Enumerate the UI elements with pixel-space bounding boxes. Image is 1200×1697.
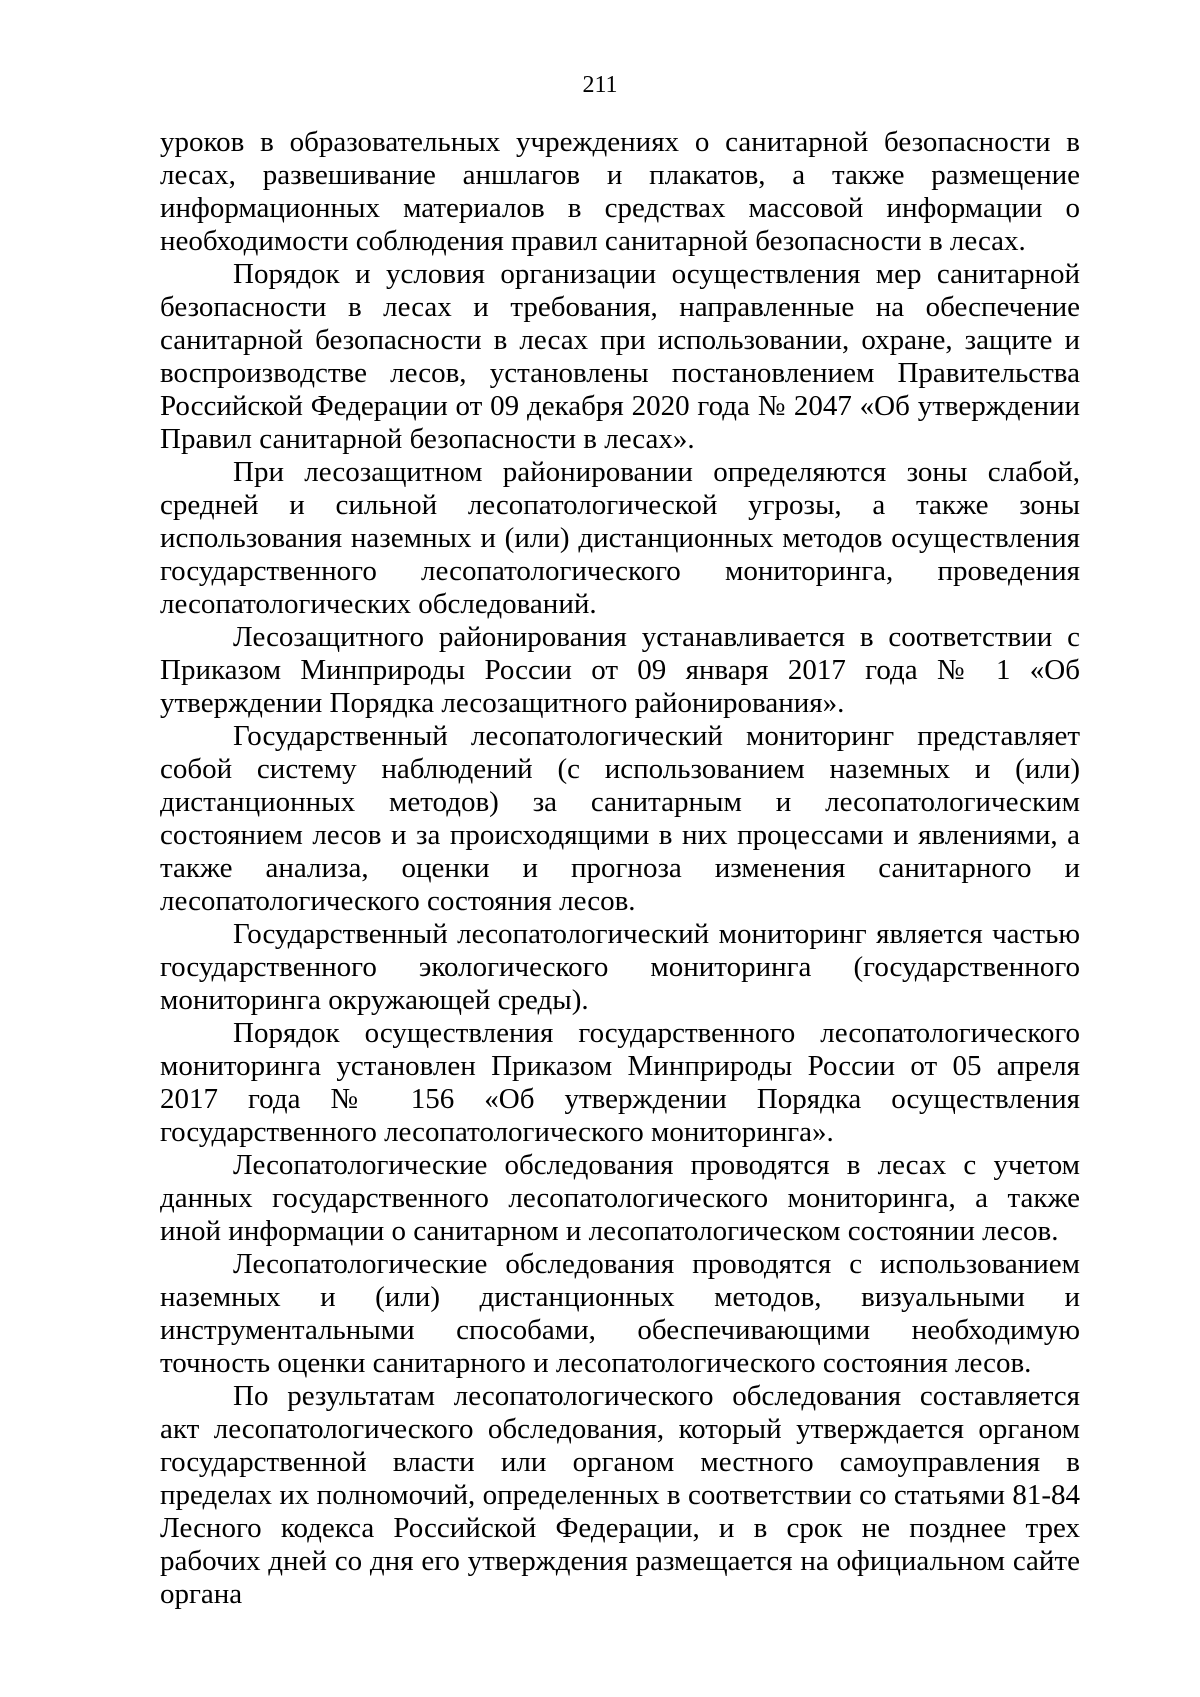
paragraph-survey-act: По результатам лесопатологического обследования составляется акт лесопатологического обследования, который утверждается органом государственной власти или органом местного самоуправления в пределах их полномочий, определенных в соответствии со статьями 81-84 Лесного кодекса Российской Федерации, и в срок не позднее трех рабочих дней со дня его утверждения размещается на официальном сайте органа (160, 1380, 1080, 1610)
paragraph-forest-zoning: При лесозащитном районировании определяются зоны слабой, средней и сильной лесопатологической угрозы, а также зоны использования наземных и (или) дистанционных методов осуществления государственного лесопатологического мониторинга, проведения лесопатологических обследований. (160, 456, 1080, 620)
paragraph-monitoring-definition: Государственный лесопатологический мониторинг представляет собой систему наблюдений (с использованием наземных и (или) дистанционных методов) за санитарным и лесопатологическим состоянием лесов и за происходящими в них процессами и явлениями, а также анализа, оценки и прогноза изменения санитарного и лесопатологического состояния лесов. (160, 720, 1080, 917)
paragraph-monitoring-part-of-ecological: Государственный лесопатологический мониторинг является частью государственного экологического мониторинга (государственного мониторинга окружающей среды). (160, 918, 1080, 1016)
paragraph-surveys-methods: Лесопатологические обследования проводятся с использованием наземных и (или) дистанционных методов, визуальными и инструментальными способами, обеспечивающими необходимую точность оценки санитарного и лесопатологического состояния лесов. (160, 1248, 1080, 1379)
paragraph-continuation: уроков в образовательных учреждениях о санитарной безопасности в лесах, развешивание аншлагов и плакатов, а также размещение информационных материалов в средствах массовой информации о необходимости соблюдения правил санитарной безопасности в лесах. (160, 126, 1080, 257)
paragraph-monitoring-order: Порядок осуществления государственного лесопатологического мониторинга установлен Приказом Минприроды России от 05 апреля 2017 года № 156 «Об утверждении Порядка осуществления государственного лесопатологического мониторинга». (160, 1017, 1080, 1148)
document-body (160, 126, 1080, 1611)
paragraph-sanitary-safety-rules: Порядок и условия организации осуществления мер санитарной безопасности в лесах и требования, направленные на обеспечение санитарной безопасности в лесах при использовании, охране, защите и воспроизводстве лесов, установлены постановлением Правительства Российской Федерации от 09 декабря 2020 года № 2047 «Об утверждении Правил санитарной безопасности в лесах». (160, 258, 1080, 455)
page-number: 211 (582, 72, 618, 98)
paragraph-zoning-order: Лесозащитного районирования устанавливается в соответствии с Приказом Минприроды России от 09 января 2017 года № 1 «Об утверждении Порядка лесозащитного районирования». (160, 621, 1080, 719)
paragraph-surveys-data: Лесопатологические обследования проводятся в лесах с учетом данных государственного лесопатологического мониторинга, а также иной информации о санитарном и лесопатологическом состоянии лесов. (160, 1149, 1080, 1247)
